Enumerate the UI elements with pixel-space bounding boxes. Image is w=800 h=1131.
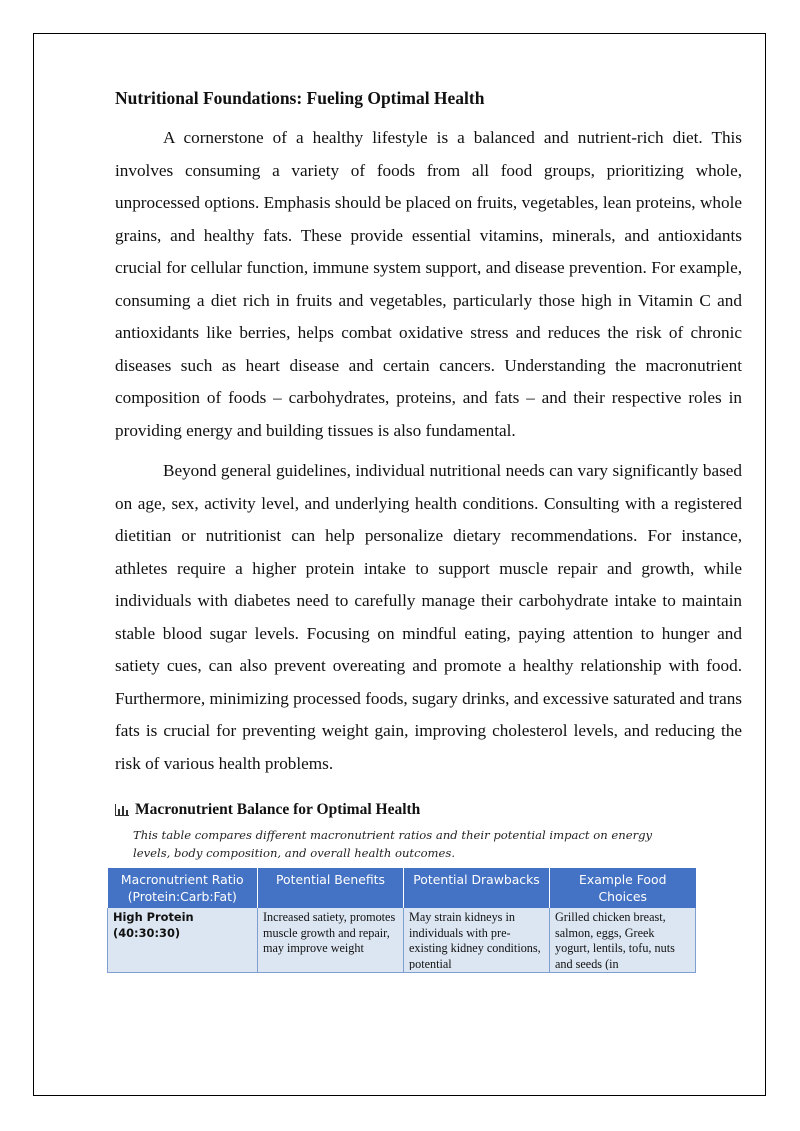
table-title-text: Macronutrient Balance for Optimal Health <box>135 801 421 818</box>
table-caption: This table compares different macronutrient ratios and their potential impact on energy levels, body composition, and overall health outcomes. <box>133 828 653 860</box>
column-header: Potential Drawbacks <box>404 868 550 908</box>
column-header: Potential Benefits <box>258 868 404 908</box>
section-heading: Nutritional Foundations: Fueling Optimal Health <box>115 88 485 108</box>
column-header: Macronutrient Ratio (Protein:Carb:Fat) <box>108 868 258 908</box>
table-cell-ratio: High Protein (40:30:30) <box>108 908 258 973</box>
table-cell-benefits: Increased satiety, promotes muscle growth and repair, may improve weight <box>258 908 404 973</box>
table-cell-foods: Grilled chicken breast, salmon, eggs, Greek yogurt, lentils, tofu, nuts and seeds (in <box>550 908 696 973</box>
table-row <box>108 908 696 973</box>
document-body <box>115 86 742 973</box>
column-header: Example Food Choices <box>550 868 696 908</box>
table-title <box>115 800 742 820</box>
table-header-row <box>108 868 696 908</box>
table-cell-drawbacks: May strain kidneys in individuals with pre-existing kidney conditions, potential <box>404 908 550 973</box>
macronutrient-table <box>107 868 696 973</box>
bar-chart-icon <box>115 804 129 816</box>
paragraph: A cornerstone of a healthy lifestyle is a balanced and nutrient-rich diet. This involves consuming a variety of foods from all food groups, prioritizing whole, unprocessed options. Emphasis should be placed on fruits, vegetables, lean proteins, whole grains, and healthy fats. These provide essential vitamins, minerals, and antioxidants crucial for cellular function, immune system support, and disease prevention. For example, consuming a diet rich in fruits and vegetables, particularly those high in Vitamin C and antioxidants like berries, helps combat oxidative stress and reduces the risk of chronic diseases such as heart disease and certain cancers. Understanding the macronutrient composition of foods – carbohydrates, proteins, and fats – and their respective roles in providing energy and building tissues is also fundamental. <box>115 128 742 440</box>
paragraph: Beyond general guidelines, individual nutritional needs can vary significantly based on age, sex, activity level, and underlying health conditions. Consulting with a registered dietitian or nutritionist can help personalize dietary recommendations. For instance, athletes require a higher protein intake to support muscle repair and growth, while individuals with diabetes need to carefully manage their carbohydrate intake to maintain stable blood sugar levels. Focusing on mindful eating, paying attention to hunger and satiety cues, can also prevent overeating and promote a healthy relationship with food. Furthermore, minimizing processed foods, sugary drinks, and excessive saturated and trans fats is crucial for preventing weight gain, improving cholesterol levels, and reducing the risk of various health problems. <box>115 461 742 773</box>
